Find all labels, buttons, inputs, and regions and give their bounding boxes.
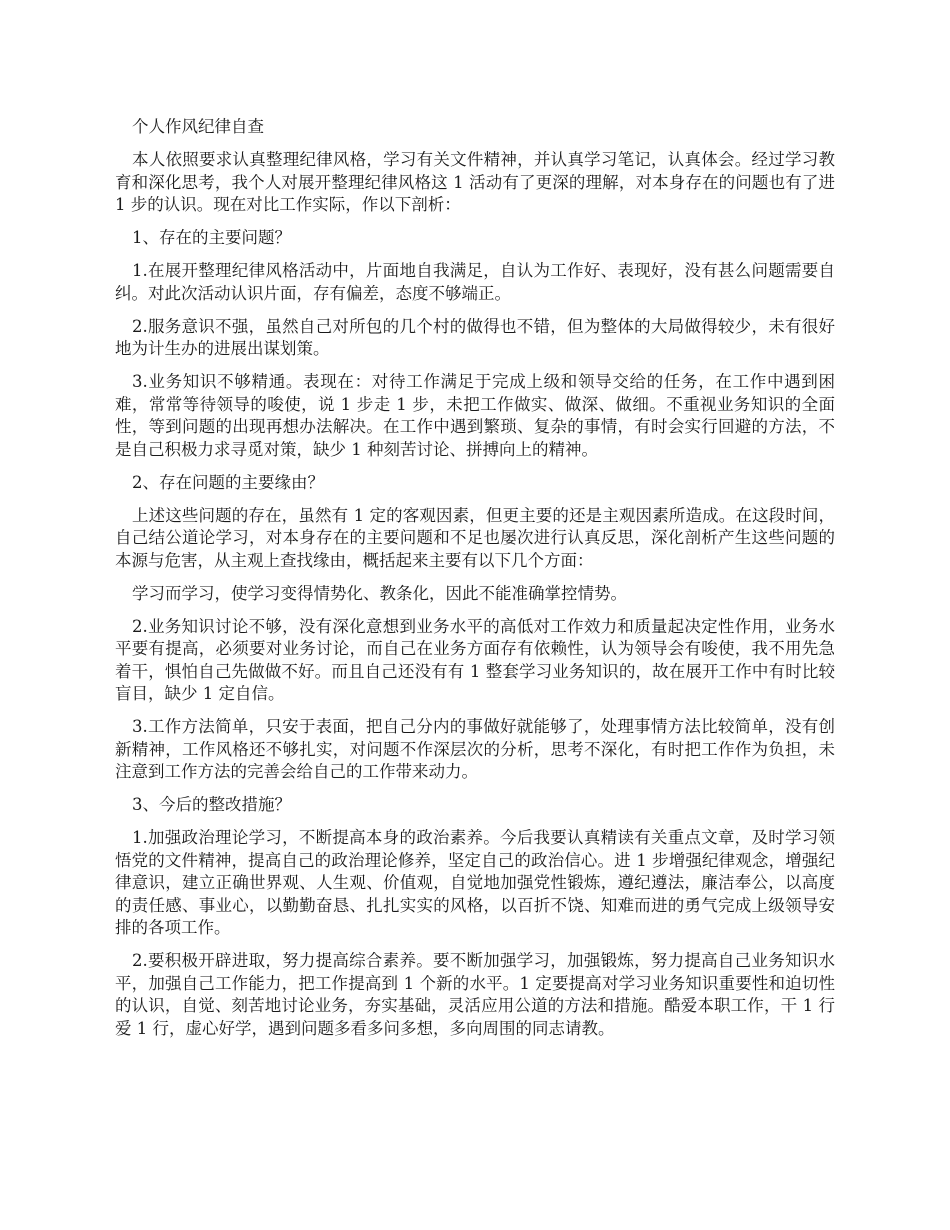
paragraph-problem-2: 2.服务意识不强，虽然自己对所包的几个村的做得也不错，但为整体的大局做得较少，未有很好地为计生办的进展出谋划策。 [115, 316, 835, 358]
paragraph-intro: 本人依照要求认真整理纪律风格，学习有关文件精神，并认真学习笔记，认真体会。经过学习教育和深化思考，我个人对展开整理纪律风格这 1 活动有了更深的理解，对本身存在的问题也有了进 1 步的认识。现在对比工作实际，作以下剖析： [115, 150, 835, 214]
section-heading-2: 2、存在问题的主要缘由？ [132, 472, 324, 492]
document-page [115, 116, 835, 1051]
paragraph-problem-3: 3.业务知识不够精通。表现在：对待工作满足于完成上级和领导交给的任务，在工作中遇到困难，常常等待领导的唆使，说 1 步走 1 步，未把工作做实、做深、做细。不重视业务知识的全面性，等到问题的出现再想办法解决。在工作中遇到繁琐、复杂的事情，有时会实行回避的方法，不是自己积极力求寻觅对策，缺少 1 种刻苦讨论、拼搏向上的精神。 [115, 372, 835, 459]
paragraph-cause-1: 学习而学习，使学习变得情势化、教条化，因此不能准确掌控情势。 [132, 583, 627, 603]
paragraph-measure-2: 2.要积极开辟进取，努力提高综合素养。要不断加强学习，加强锻炼，努力提高自己业务知识水平，加强自己工作能力，把工作提高到 1 个新的水平。1 定要提高对学习业务知识重要性和迫切性的认识，自觉、刻苦地讨论业务，夯实基础，灵活应用公道的方法和措施。酷爱本职工作，干 1 行爱 1 行，虚心好学，遇到问题多看多问多想，多向周围的同志请教。 [115, 951, 835, 1038]
paragraph-cause-3: 3.工作方法简单，只安于表面，把自己分内的事做好就能够了，处理事情方法比较简单，没有创新精神，工作风格还不够扎实，对问题不作深层次的分析，思考不深化，有时把工作作为负担，未注意到工作方法的完善会给自己的工作带来动力。 [115, 717, 835, 781]
section-heading-3: 3、今后的整改措施？ [132, 795, 291, 814]
paragraph-measure-1: 1.加强政治理论学习，不断提高本身的政治素养。今后我要认真精读有关重点文章，及时学习领悟党的文件精神，提高自己的政治理论修养，坚定自己的政治信心。进 1 步增强纪律观念，增强纪律意识，建立正确世界观、人生观、价值观，自觉地加强党性锻炼，遵纪遵法，廉洁奉公，以高度的责任感、事业心，以勤勤奋恳、扎扎实实的风格，以百折不饶、知难而进的勇气完成上级领导安排的各项工作。 [115, 828, 835, 937]
paragraph-cause-intro: 上述这些问题的存在，虽然有 1 定的客观因素，但更主要的还是主观因素所造成。在这段时间，自己结公道论学习，对本身存在的主要问题和不足也屡次进行认真反思，深化剖析产生这些问题的本源与危害，从主观上查找缘由，概括起来主要有以下几个方面： [115, 505, 835, 570]
section-heading-1: 1、存在的主要问题？ [132, 228, 291, 247]
paragraph-cause-2: 2.业务知识讨论不够，没有深化意想到业务水平的高低对工作效力和质量起决定性作用，业务水平要有提高，必须要对业务讨论，而自己在业务方面存有依赖性，认为领导会有唆使，我不用先急着干，惧怕自己先做做不好。而且自己还没有有 1 整套学习业务知识的，故在展开工作中有时比较盲目，缺少 1 定自信。 [115, 616, 835, 703]
paragraph-problem-1: 1.在展开整理纪律风格活动中，片面地自我满足，自认为工作好、表现好，没有甚么问题需要自纠。对此次活动认识片面，存有偏差，态度不够端正。 [115, 261, 835, 303]
document-title: 个人作风纪律自查 [132, 117, 264, 136]
